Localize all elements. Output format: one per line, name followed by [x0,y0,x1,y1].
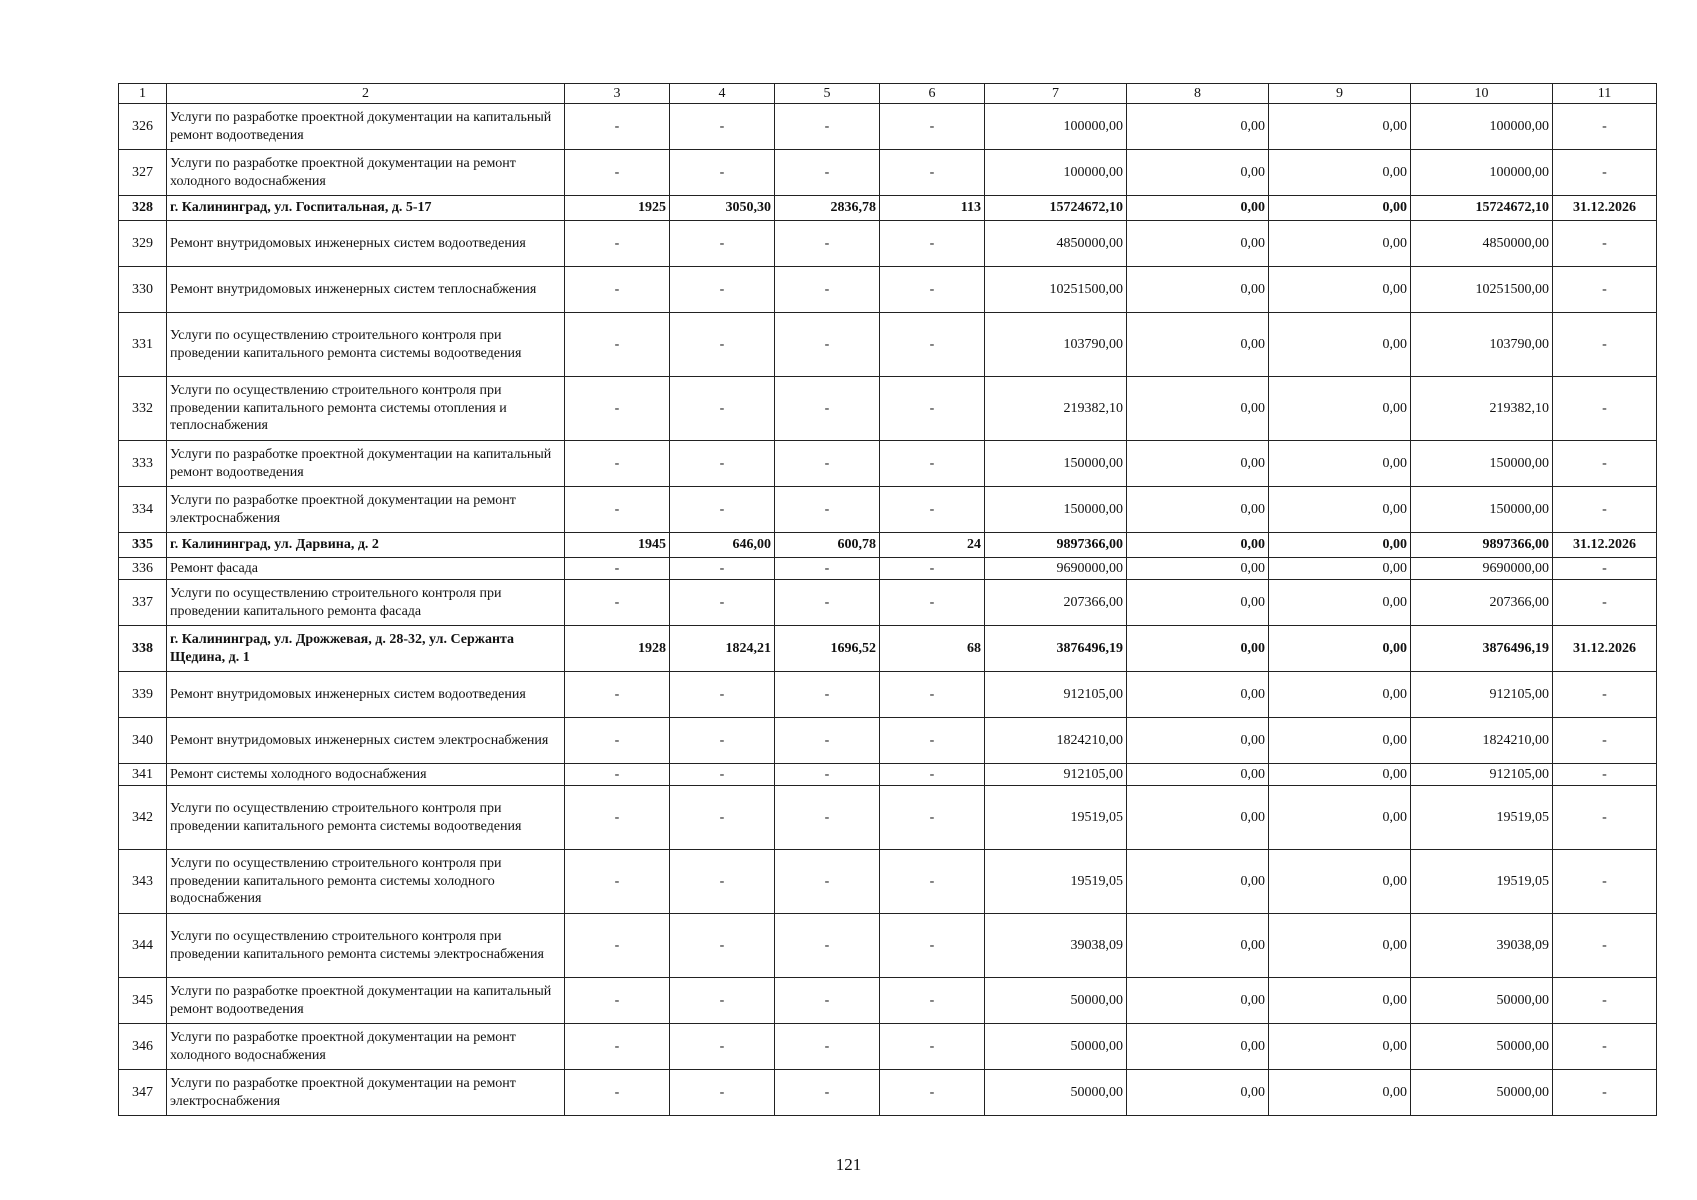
cell-residents: - [880,313,985,377]
cell-total-cost: 50000,00 [985,978,1127,1024]
cell-total-area: - [670,850,775,914]
cell-total-cost: 50000,00 [985,1024,1127,1070]
cell-local-share: 0,00 [1269,104,1411,150]
cell-living-area: - [775,718,880,764]
cell-build-year: 1925 [565,196,670,221]
cell-build-year: 1945 [565,533,670,558]
cell-total-cost: 100000,00 [985,104,1127,150]
cell-row-number: 341 [119,764,167,786]
cell-row-number: 327 [119,150,167,196]
cell-build-year: - [565,104,670,150]
cell-row-number: 328 [119,196,167,221]
cell-residents: - [880,267,985,313]
cell-total-cost: 50000,00 [985,1070,1127,1116]
cell-residents: - [880,672,985,718]
cell-residents: 68 [880,626,985,672]
column-header-6: 6 [880,84,985,104]
table-row [119,1070,1657,1116]
cell-fund-share: 0,00 [1127,626,1269,672]
page-number: 121 [835,1155,862,1174]
cell-fund-share: 0,00 [1127,580,1269,626]
cell-residents: - [880,441,985,487]
cell-owners-share: 19519,05 [1411,850,1553,914]
cell-total-cost: 9897366,00 [985,533,1127,558]
cell-owners-share: 3876496,19 [1411,626,1553,672]
cell-completion-date: - [1553,1024,1657,1070]
table-row [119,914,1657,978]
table-row [119,104,1657,150]
cell-build-year: - [565,267,670,313]
cell-item-description: г. Калининград, ул. Дарвина, д. 2 [167,533,565,558]
cell-completion-date: - [1553,221,1657,267]
cell-item-description: г. Калининград, ул. Дрожжевая, д. 28-32, ул. Сержанта Щедина, д. 1 [167,626,565,672]
cell-row-number: 337 [119,580,167,626]
cell-residents: - [880,850,985,914]
cell-item-description: Ремонт внутридомовых инженерных систем водоотведения [167,672,565,718]
cell-item-description: Услуги по осуществлению строительного контроля при проведении капитального ремонта системы холодного водоснабжения [167,850,565,914]
cell-item-description: Ремонт внутридомовых инженерных систем водоотведения [167,221,565,267]
cell-total-area: - [670,441,775,487]
cell-completion-date: - [1553,377,1657,441]
cell-owners-share: 1824210,00 [1411,718,1553,764]
cell-living-area: - [775,313,880,377]
cell-build-year: 1928 [565,626,670,672]
cell-residents: - [880,558,985,580]
cell-owners-share: 39038,09 [1411,914,1553,978]
cell-row-number: 346 [119,1024,167,1070]
cell-owners-share: 19519,05 [1411,786,1553,850]
cell-total-area: - [670,764,775,786]
table-row-address [119,626,1657,672]
cell-total-cost: 219382,10 [985,377,1127,441]
cell-total-area: - [670,377,775,441]
cell-fund-share: 0,00 [1127,914,1269,978]
cell-living-area: - [775,764,880,786]
cell-row-number: 333 [119,441,167,487]
cell-completion-date: - [1553,487,1657,533]
column-header-4: 4 [670,84,775,104]
cell-living-area: - [775,377,880,441]
cell-residents: - [880,1070,985,1116]
column-header-9: 9 [1269,84,1411,104]
cell-fund-share: 0,00 [1127,377,1269,441]
table-row [119,764,1657,786]
cell-item-description: Услуги по осуществлению строительного контроля при проведении капитального ремонта системы электроснабжения [167,914,565,978]
column-header-2: 2 [167,84,565,104]
cell-living-area: - [775,558,880,580]
cell-total-area: - [670,221,775,267]
cell-total-cost: 912105,00 [985,764,1127,786]
cell-living-area: - [775,441,880,487]
capital-repair-table [118,83,1657,1116]
cell-local-share: 0,00 [1269,718,1411,764]
cell-living-area: - [775,914,880,978]
cell-living-area: - [775,850,880,914]
cell-living-area: 600,78 [775,533,880,558]
table-row [119,267,1657,313]
cell-total-area: - [670,786,775,850]
cell-local-share: 0,00 [1269,558,1411,580]
cell-build-year: - [565,914,670,978]
cell-total-area: - [670,313,775,377]
column-header-8: 8 [1127,84,1269,104]
cell-completion-date: - [1553,104,1657,150]
cell-local-share: 0,00 [1269,978,1411,1024]
cell-total-area: - [670,978,775,1024]
cell-residents: 113 [880,196,985,221]
cell-total-cost: 10251500,00 [985,267,1127,313]
cell-residents: - [880,580,985,626]
cell-build-year: - [565,764,670,786]
cell-owners-share: 50000,00 [1411,1024,1553,1070]
cell-living-area: - [775,1070,880,1116]
cell-total-cost: 39038,09 [985,914,1127,978]
cell-fund-share: 0,00 [1127,718,1269,764]
cell-fund-share: 0,00 [1127,487,1269,533]
cell-residents: - [880,718,985,764]
cell-item-description: Услуги по разработке проектной документации на капитальный ремонт водоотведения [167,441,565,487]
cell-local-share: 0,00 [1269,267,1411,313]
cell-total-area: - [670,1024,775,1070]
cell-living-area: - [775,150,880,196]
table-row [119,786,1657,850]
cell-total-cost: 4850000,00 [985,221,1127,267]
cell-fund-share: 0,00 [1127,196,1269,221]
cell-owners-share: 15724672,10 [1411,196,1553,221]
cell-fund-share: 0,00 [1127,104,1269,150]
cell-local-share: 0,00 [1269,672,1411,718]
cell-fund-share: 0,00 [1127,1070,1269,1116]
cell-total-cost: 207366,00 [985,580,1127,626]
table-row [119,377,1657,441]
cell-total-area: 646,00 [670,533,775,558]
cell-completion-date: - [1553,850,1657,914]
cell-row-number: 338 [119,626,167,672]
cell-row-number: 342 [119,786,167,850]
column-header-1: 1 [119,84,167,104]
cell-item-description: Услуги по осуществлению строительного контроля при проведении капитального ремонта фасада [167,580,565,626]
cell-living-area: - [775,672,880,718]
cell-build-year: - [565,313,670,377]
column-header-10: 10 [1411,84,1553,104]
cell-total-area: - [670,718,775,764]
cell-build-year: - [565,150,670,196]
cell-total-area: 3050,30 [670,196,775,221]
cell-fund-share: 0,00 [1127,786,1269,850]
table-row [119,580,1657,626]
cell-total-area: - [670,267,775,313]
cell-living-area: - [775,221,880,267]
cell-local-share: 0,00 [1269,850,1411,914]
cell-owners-share: 150000,00 [1411,441,1553,487]
cell-owners-share: 50000,00 [1411,978,1553,1024]
cell-build-year: - [565,221,670,267]
cell-living-area: - [775,267,880,313]
column-header-5: 5 [775,84,880,104]
cell-total-area: - [670,558,775,580]
cell-total-area: - [670,487,775,533]
cell-item-description: Услуги по разработке проектной документации на ремонт электроснабжения [167,487,565,533]
cell-living-area: 1696,52 [775,626,880,672]
cell-completion-date: - [1553,914,1657,978]
cell-owners-share: 4850000,00 [1411,221,1553,267]
cell-owners-share: 100000,00 [1411,104,1553,150]
cell-living-area: - [775,104,880,150]
cell-local-share: 0,00 [1269,626,1411,672]
cell-living-area: - [775,978,880,1024]
cell-residents: - [880,1024,985,1070]
cell-total-area: - [670,672,775,718]
table-row [119,221,1657,267]
cell-residents: - [880,786,985,850]
cell-local-share: 0,00 [1269,487,1411,533]
cell-local-share: 0,00 [1269,150,1411,196]
cell-build-year: - [565,487,670,533]
cell-owners-share: 912105,00 [1411,764,1553,786]
cell-owners-share: 9690000,00 [1411,558,1553,580]
cell-completion-date: - [1553,786,1657,850]
cell-item-description: Услуги по осуществлению строительного контроля при проведении капитального ремонта системы водоотведения [167,786,565,850]
cell-item-description: г. Калининград, ул. Госпитальная, д. 5-17 [167,196,565,221]
cell-build-year: - [565,580,670,626]
table-row [119,150,1657,196]
table-row [119,558,1657,580]
cell-local-share: 0,00 [1269,441,1411,487]
cell-item-description: Услуги по разработке проектной документации на ремонт холодного водоснабжения [167,150,565,196]
cell-completion-date: - [1553,764,1657,786]
cell-local-share: 0,00 [1269,786,1411,850]
table-row [119,441,1657,487]
column-header-3: 3 [565,84,670,104]
cell-local-share: 0,00 [1269,377,1411,441]
cell-build-year: - [565,1070,670,1116]
table-body [119,84,1657,1116]
cell-local-share: 0,00 [1269,764,1411,786]
cell-total-cost: 100000,00 [985,150,1127,196]
cell-total-cost: 19519,05 [985,786,1127,850]
table-row [119,718,1657,764]
cell-row-number: 347 [119,1070,167,1116]
cell-fund-share: 0,00 [1127,221,1269,267]
cell-completion-date: - [1553,718,1657,764]
cell-living-area: - [775,580,880,626]
cell-item-description: Ремонт внутридомовых инженерных систем теплоснабжения [167,267,565,313]
cell-completion-date: - [1553,672,1657,718]
cell-total-area: - [670,914,775,978]
cell-residents: - [880,978,985,1024]
cell-completion-date: - [1553,978,1657,1024]
cell-row-number: 329 [119,221,167,267]
cell-residents: - [880,377,985,441]
cell-item-description: Ремонт фасада [167,558,565,580]
cell-total-cost: 3876496,19 [985,626,1127,672]
table-row [119,850,1657,914]
cell-completion-date: - [1553,580,1657,626]
table-row [119,1024,1657,1070]
cell-local-share: 0,00 [1269,1070,1411,1116]
cell-local-share: 0,00 [1269,1024,1411,1070]
cell-owners-share: 207366,00 [1411,580,1553,626]
cell-owners-share: 50000,00 [1411,1070,1553,1116]
cell-living-area: 2836,78 [775,196,880,221]
cell-build-year: - [565,1024,670,1070]
cell-total-area: - [670,1070,775,1116]
cell-fund-share: 0,00 [1127,764,1269,786]
cell-row-number: 345 [119,978,167,1024]
cell-owners-share: 150000,00 [1411,487,1553,533]
cell-fund-share: 0,00 [1127,441,1269,487]
cell-build-year: - [565,558,670,580]
cell-total-area: - [670,580,775,626]
column-header-11: 11 [1553,84,1657,104]
column-number-header-row [119,84,1657,104]
cell-item-description: Ремонт системы холодного водоснабжения [167,764,565,786]
cell-total-cost: 150000,00 [985,487,1127,533]
cell-residents: - [880,150,985,196]
cell-row-number: 336 [119,558,167,580]
cell-total-area: - [670,104,775,150]
cell-local-share: 0,00 [1269,221,1411,267]
cell-total-cost: 150000,00 [985,441,1127,487]
cell-local-share: 0,00 [1269,313,1411,377]
cell-residents: - [880,104,985,150]
cell-completion-date: 31.12.2026 [1553,626,1657,672]
table-row-address [119,196,1657,221]
cell-row-number: 340 [119,718,167,764]
cell-living-area: - [775,487,880,533]
cell-row-number: 343 [119,850,167,914]
cell-residents: 24 [880,533,985,558]
cell-completion-date: - [1553,313,1657,377]
cell-local-share: 0,00 [1269,580,1411,626]
cell-residents: - [880,221,985,267]
cell-residents: - [880,764,985,786]
cell-owners-share: 912105,00 [1411,672,1553,718]
cell-row-number: 330 [119,267,167,313]
table-row-address [119,533,1657,558]
cell-fund-share: 0,00 [1127,1024,1269,1070]
cell-local-share: 0,00 [1269,914,1411,978]
cell-local-share: 0,00 [1269,196,1411,221]
cell-completion-date: 31.12.2026 [1553,196,1657,221]
cell-row-number: 335 [119,533,167,558]
cell-item-description: Услуги по разработке проектной документации на ремонт электроснабжения [167,1070,565,1116]
cell-total-cost: 1824210,00 [985,718,1127,764]
column-header-7: 7 [985,84,1127,104]
cell-item-description: Услуги по разработке проектной документации на капитальный ремонт водоотведения [167,104,565,150]
cell-build-year: - [565,377,670,441]
cell-fund-share: 0,00 [1127,313,1269,377]
cell-living-area: - [775,786,880,850]
cell-owners-share: 219382,10 [1411,377,1553,441]
cell-fund-share: 0,00 [1127,672,1269,718]
cell-owners-share: 10251500,00 [1411,267,1553,313]
cell-item-description: Услуги по осуществлению строительного контроля при проведении капитального ремонта системы отопления и теплоснабжения [167,377,565,441]
cell-build-year: - [565,718,670,764]
cell-total-cost: 19519,05 [985,850,1127,914]
cell-fund-share: 0,00 [1127,150,1269,196]
cell-build-year: - [565,786,670,850]
cell-row-number: 339 [119,672,167,718]
cell-local-share: 0,00 [1269,533,1411,558]
cell-row-number: 334 [119,487,167,533]
table-row [119,313,1657,377]
cell-fund-share: 0,00 [1127,267,1269,313]
cell-row-number: 344 [119,914,167,978]
cell-owners-share: 9897366,00 [1411,533,1553,558]
cell-total-cost: 15724672,10 [985,196,1127,221]
cell-owners-share: 100000,00 [1411,150,1553,196]
cell-residents: - [880,914,985,978]
cell-total-cost: 912105,00 [985,672,1127,718]
cell-completion-date: - [1553,267,1657,313]
cell-item-description: Услуги по разработке проектной документации на капитальный ремонт водоотведения [167,978,565,1024]
cell-completion-date: - [1553,150,1657,196]
cell-item-description: Услуги по разработке проектной документации на ремонт холодного водоснабжения [167,1024,565,1070]
cell-total-cost: 9690000,00 [985,558,1127,580]
cell-living-area: - [775,1024,880,1070]
cell-item-description: Услуги по осуществлению строительного контроля при проведении капитального ремонта системы водоотведения [167,313,565,377]
cell-residents: - [880,487,985,533]
cell-completion-date: - [1553,441,1657,487]
cell-build-year: - [565,850,670,914]
cell-fund-share: 0,00 [1127,533,1269,558]
cell-row-number: 331 [119,313,167,377]
cell-total-area: - [670,150,775,196]
cell-build-year: - [565,441,670,487]
cell-fund-share: 0,00 [1127,558,1269,580]
cell-fund-share: 0,00 [1127,978,1269,1024]
table-row [119,672,1657,718]
cell-item-description: Ремонт внутридомовых инженерных систем электроснабжения [167,718,565,764]
table-row [119,978,1657,1024]
cell-owners-share: 103790,00 [1411,313,1553,377]
cell-total-area: 1824,21 [670,626,775,672]
cell-completion-date: 31.12.2026 [1553,533,1657,558]
cell-total-cost: 103790,00 [985,313,1127,377]
cell-completion-date: - [1553,1070,1657,1116]
cell-build-year: - [565,978,670,1024]
cell-fund-share: 0,00 [1127,850,1269,914]
table-row [119,487,1657,533]
cell-row-number: 326 [119,104,167,150]
cell-completion-date: - [1553,558,1657,580]
cell-row-number: 332 [119,377,167,441]
cell-build-year: - [565,672,670,718]
